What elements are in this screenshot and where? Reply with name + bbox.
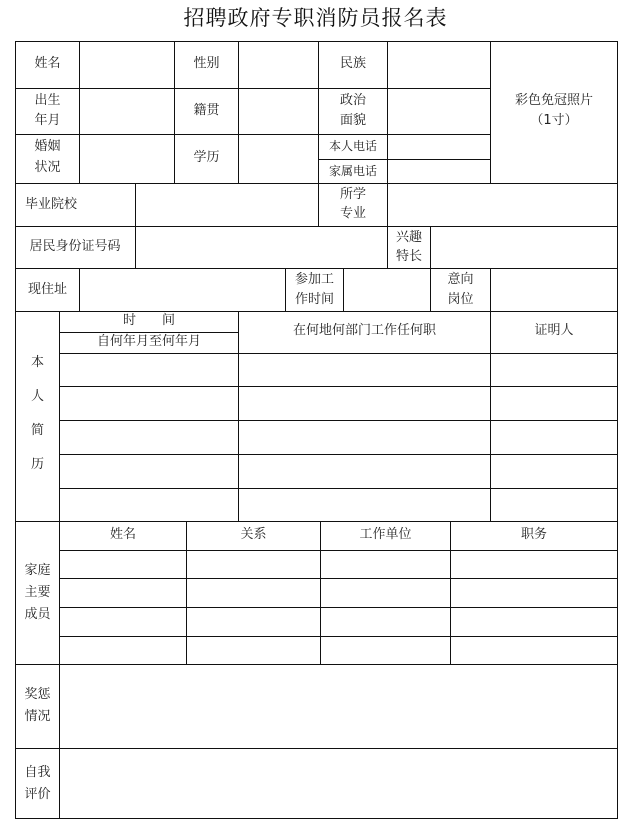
major-field[interactable] [388,184,617,226]
family-col-employer: 工作单位 [359,527,412,542]
political-status-field[interactable] [388,89,490,134]
awards-label [16,684,59,728]
resume-row[interactable] [60,354,617,386]
label-major-line2: 专业 [339,206,366,221]
awards-label-line: 情况 [24,709,51,724]
work-time-field[interactable] [344,269,430,311]
label-birth-line2: 年月 [34,113,61,128]
label-gender: 性别 [193,56,220,71]
label-major-line1: 所学 [339,187,366,202]
awards-label-line: 奖惩 [24,687,51,702]
family-label-line: 家庭 [24,563,51,578]
label-native-place: 籍贯 [193,103,220,118]
resume-char: 简 [30,423,44,438]
self-evaluation-label-line: 自我 [24,765,51,780]
family-label-line: 主要 [24,585,51,600]
family-row[interactable] [60,637,617,664]
label-ethnicity: 民族 [339,56,366,71]
label-position-line2: 岗位 [447,292,474,307]
resume-place-header: 在何地何部门工作任何职 [292,323,436,338]
photo-label-line1: 彩色免冠照片 [514,93,593,108]
self-evaluation-label [16,762,59,806]
gender-field[interactable] [239,42,318,88]
label-political-line1: 政治 [339,93,366,108]
family-label-line: 成员 [24,607,51,622]
own-phone-field[interactable] [388,135,490,159]
name-field[interactable] [80,42,174,88]
id-number-field[interactable] [136,227,387,268]
photo-label-line2: （1寸） [530,113,578,128]
label-address: 现住址 [27,282,67,297]
label-id-number: 居民身份证号码 [29,239,121,254]
family-row[interactable] [60,551,617,578]
photo-area[interactable] [491,42,617,183]
resume-row[interactable] [60,421,617,454]
label-work-time-line2: 作时间 [294,292,334,307]
family-row[interactable] [60,608,617,636]
family-section-label [16,560,59,626]
resume-row[interactable] [60,455,617,488]
resume-char: 人 [30,389,44,404]
address-field[interactable] [80,269,285,311]
ethnicity-field[interactable] [388,42,490,88]
hobby-field[interactable] [431,227,617,268]
label-hobby-line1: 兴趣 [395,230,422,245]
resume-time-header: 时 间 [122,313,175,328]
self-evaluation-field[interactable] [60,749,617,818]
resume-row[interactable] [60,489,617,521]
label-marital-line2: 状况 [34,160,61,175]
resume-char: 历 [30,457,44,472]
awards-field[interactable] [60,665,617,748]
education-field[interactable] [239,135,318,183]
label-family-phone: 家属电话 [328,164,377,178]
resume-witness-header: 证明人 [534,323,574,338]
label-marital-line1: 婚姻 [34,139,61,154]
label-name: 姓名 [34,56,61,71]
label-education: 学历 [193,150,220,165]
resume-row[interactable] [60,387,617,420]
self-evaluation-label-line: 评价 [24,787,51,802]
resume-section-label [16,352,59,488]
form-title: 招聘政府专职消防员报名表 [183,6,448,30]
label-work-time-line1: 参加工 [294,272,334,287]
label-hobby-line2: 特长 [395,249,422,264]
family-col-relation: 关系 [240,527,267,542]
birth-date-field[interactable] [80,89,174,134]
family-row[interactable] [60,579,617,607]
resume-time-subheader: 自何年月至何年月 [96,334,201,349]
family-col-post: 职务 [520,527,547,542]
label-position-line1: 意向 [447,272,474,287]
family-col-name: 姓名 [109,527,136,542]
school-field[interactable] [136,184,318,226]
label-political-line2: 面貌 [339,113,366,128]
native-place-field[interactable] [239,89,318,134]
label-birth-line1: 出生 [34,93,61,108]
position-field[interactable] [491,269,617,311]
label-school: 毕业院校 [24,197,77,212]
resume-char: 本 [30,355,44,370]
marital-status-field[interactable] [80,135,174,183]
family-phone-field[interactable] [388,160,490,183]
label-own-phone: 本人电话 [328,139,377,153]
